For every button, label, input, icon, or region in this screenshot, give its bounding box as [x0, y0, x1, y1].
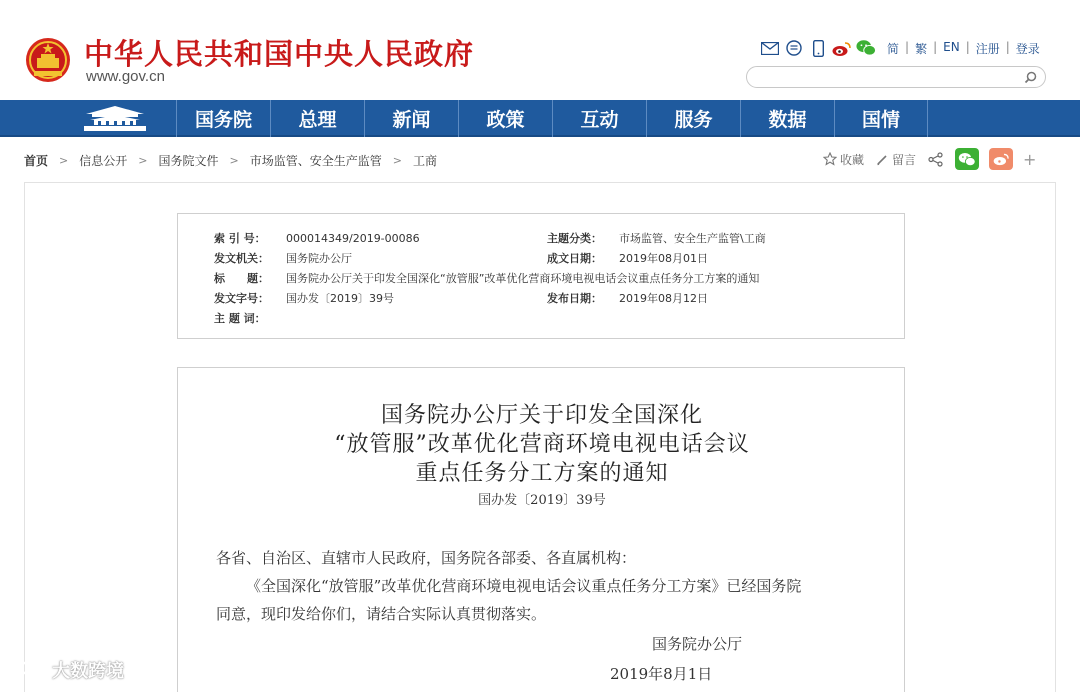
document-title-line-3: 重点任务分工方案的通知	[415, 461, 669, 486]
document-title-line-2: “放管服”改革优化营商环境电视电话会议	[334, 432, 750, 457]
nav-item-news[interactable]: 新闻	[364, 100, 458, 137]
header-icon-bar	[760, 38, 876, 58]
watermark	[8, 656, 124, 684]
comment-icon[interactable]	[784, 38, 804, 58]
breadcrumb-industry-commerce[interactable]: 工商	[412, 153, 437, 168]
wechat-icon	[958, 152, 976, 167]
english-link[interactable]: EN	[943, 40, 960, 54]
more-share-icon[interactable]: +	[1023, 149, 1037, 169]
document-body	[177, 367, 905, 692]
star-icon	[823, 152, 837, 166]
page-tools	[823, 148, 1036, 170]
national-emblem-icon[interactable]	[24, 35, 72, 85]
nav-item-data[interactable]: 数据	[740, 100, 834, 137]
meta-issuer: 发文机关： 国务院办公厅	[214, 252, 352, 265]
document-body-line-1: 《全国深化“放管服”改革优化营商环境电视电话会议重点任务分工方案》已经国务院	[246, 577, 802, 595]
nav-item-premier[interactable]: 总理	[270, 100, 364, 137]
site-header	[0, 0, 1080, 100]
mobile-icon[interactable]	[808, 38, 828, 58]
share-weibo-button[interactable]	[989, 148, 1013, 170]
language-and-account-links: 简 | 繁 | EN | 注册 | 登录	[887, 40, 1040, 56]
meta-title: 标 题： 国务院办公厅关于印发全国深化“放管服”改革优化营商环境电视电话会议重点任务分工方案的通知	[214, 272, 760, 285]
document-addressee: 各省、自治区、直辖市人民政府，国务院各部委、各直属机构：	[216, 549, 637, 567]
nav-item-state-council[interactable]: 国务院	[176, 100, 270, 137]
search-icon[interactable]	[1023, 70, 1039, 86]
traditional-chinese-link[interactable]: 繁	[915, 42, 928, 56]
nav-item-policies[interactable]: 政策	[458, 100, 552, 137]
watermark-text: 大数跨境	[52, 661, 124, 682]
breadcrumb-market-regulation[interactable]: 市场监管、安全生产监管	[249, 153, 382, 168]
document-title-line-1: 国务院办公厅关于印发全国深化	[380, 403, 703, 428]
share-wechat-button[interactable]	[955, 148, 979, 170]
meta-written-date: 成文日期： 2019年08月01日	[547, 252, 708, 265]
meta-doc-no: 发文字号： 国办发〔2019〕39号	[214, 292, 394, 305]
share-icon	[928, 152, 943, 167]
site-title[interactable]: 中华人民共和国中央人民政府	[84, 37, 475, 71]
site-url[interactable]: www.gov.cn	[86, 68, 165, 85]
chevron-right-icon: >	[392, 153, 402, 167]
favorite-label: 收藏	[840, 152, 865, 167]
main-navigation	[0, 100, 1080, 137]
search-input[interactable]	[759, 68, 1019, 88]
chevron-right-icon: >	[59, 153, 69, 167]
meta-publish-date: 发布日期： 2019年08月12日	[547, 292, 708, 305]
register-link[interactable]: 注册	[975, 42, 1000, 56]
document-number: 国办发〔2019〕39号	[478, 493, 606, 508]
share-button[interactable]	[928, 152, 943, 167]
breadcrumb-home[interactable]: 首页	[24, 153, 49, 168]
weibo-icon	[993, 152, 1010, 166]
meta-category: 主题分类： 市场监管、安全生产监管\工商	[547, 232, 766, 245]
mail-icon[interactable]	[760, 38, 780, 58]
simplified-chinese-link[interactable]: 简	[887, 42, 900, 56]
breadcrumb	[24, 152, 437, 168]
watermark-logo-icon	[8, 659, 48, 681]
tiananmen-logo-icon[interactable]	[82, 103, 148, 133]
document-body-line-2: 同意，现印发给你们，请结合实际认真贯彻落实。	[216, 605, 547, 623]
comment-button[interactable]	[876, 151, 916, 168]
search-box	[746, 66, 1046, 88]
comment-label: 留言	[892, 152, 917, 167]
document-date: 2019年8月1日	[610, 665, 713, 683]
wechat-icon[interactable]	[856, 38, 876, 58]
chevron-right-icon: >	[229, 153, 239, 167]
document-metadata-table	[177, 213, 905, 339]
nav-item-interaction[interactable]: 互动	[552, 100, 646, 137]
pencil-icon	[876, 153, 889, 166]
login-link[interactable]: 登录	[1015, 42, 1040, 56]
document-signature: 国务院办公厅	[652, 635, 743, 653]
breadcrumb-state-council-docs[interactable]: 国务院文件	[158, 153, 219, 168]
breadcrumb-info-disclosure[interactable]: 信息公开	[79, 153, 128, 168]
nav-item-services[interactable]: 服务	[646, 100, 740, 137]
weibo-icon[interactable]	[832, 38, 852, 58]
favorite-button[interactable]	[823, 151, 864, 168]
chevron-right-icon: >	[138, 153, 148, 167]
nav-item-national-info[interactable]: 国情	[834, 100, 928, 137]
meta-keywords: 主 题 词：	[214, 312, 266, 325]
meta-index-no: 索 引 号： 000014349/2019-00086	[214, 232, 420, 245]
